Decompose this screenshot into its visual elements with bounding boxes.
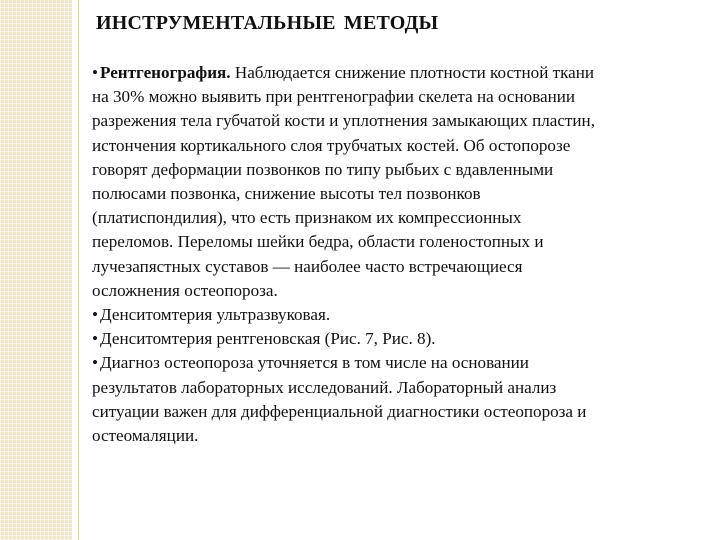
text-line: осложнения остеопороза. [92,280,278,300]
text-line: (платиспондилия), что есть признаком их компрессионных [92,208,522,228]
paragraph-ultrasound-densitometry [92,303,692,327]
text-line: разрежения тела губчатой кости и уплотнения замыкающих пластин, [92,111,595,131]
slide-body [92,61,692,448]
text-segment: Наблюдается снижение плотности костной ткани [230,63,595,82]
term-radiography: Рентгенография. [100,63,231,82]
text-line: результатов лабораторных исследований. Лабораторный анализ [92,377,557,397]
slide-title: ИНСТРУМЕНТАЛЬНЫЕ МЕТОДЫ [96,12,439,34]
text-line: говорят деформации позвонков по типу рыбьих с вдавленными [92,159,554,179]
decorative-divider-line [78,0,79,540]
decorative-side-band [0,0,72,540]
text-line [92,61,692,85]
bullet-icon: • [92,305,98,325]
bullet-icon: • [92,353,98,373]
text-line: на 30% можно выявить при рентгенографии скелета на основании [92,87,576,107]
text-line: переломов. Переломы шейки бедра, области голеностопных и [92,232,544,252]
text-segment: Диагноз остеопороза уточняется в том числе на основании [100,353,529,373]
text-line [92,303,692,327]
paragraph-xray-densitometry [92,327,692,351]
text-line: полюсами позвонка, снижение высоты тел позвонков [92,184,481,204]
text-segment: Денситомтерия рентгеновская (Рис. 7, Рис. 8). [100,329,436,349]
text-line: ситуации важен для дифференциальной диагностики остеопороза и [92,401,587,421]
text-line: лучезапястных суставов — наиболее часто встречающиеся [92,256,523,276]
text-line [92,351,692,375]
text-segment: Денситомтерия ультразвуковая. [100,305,331,325]
bullet-icon: • [92,63,98,82]
text-line: истончения кортикального слоя трубчатых костей. Об остопорозе [92,135,571,155]
paragraph-radiography [92,61,692,303]
bullet-icon: • [92,329,98,349]
text-line: остеомаляции. [92,426,199,446]
paragraph-diagnosis [92,351,692,448]
text-line [92,327,692,351]
